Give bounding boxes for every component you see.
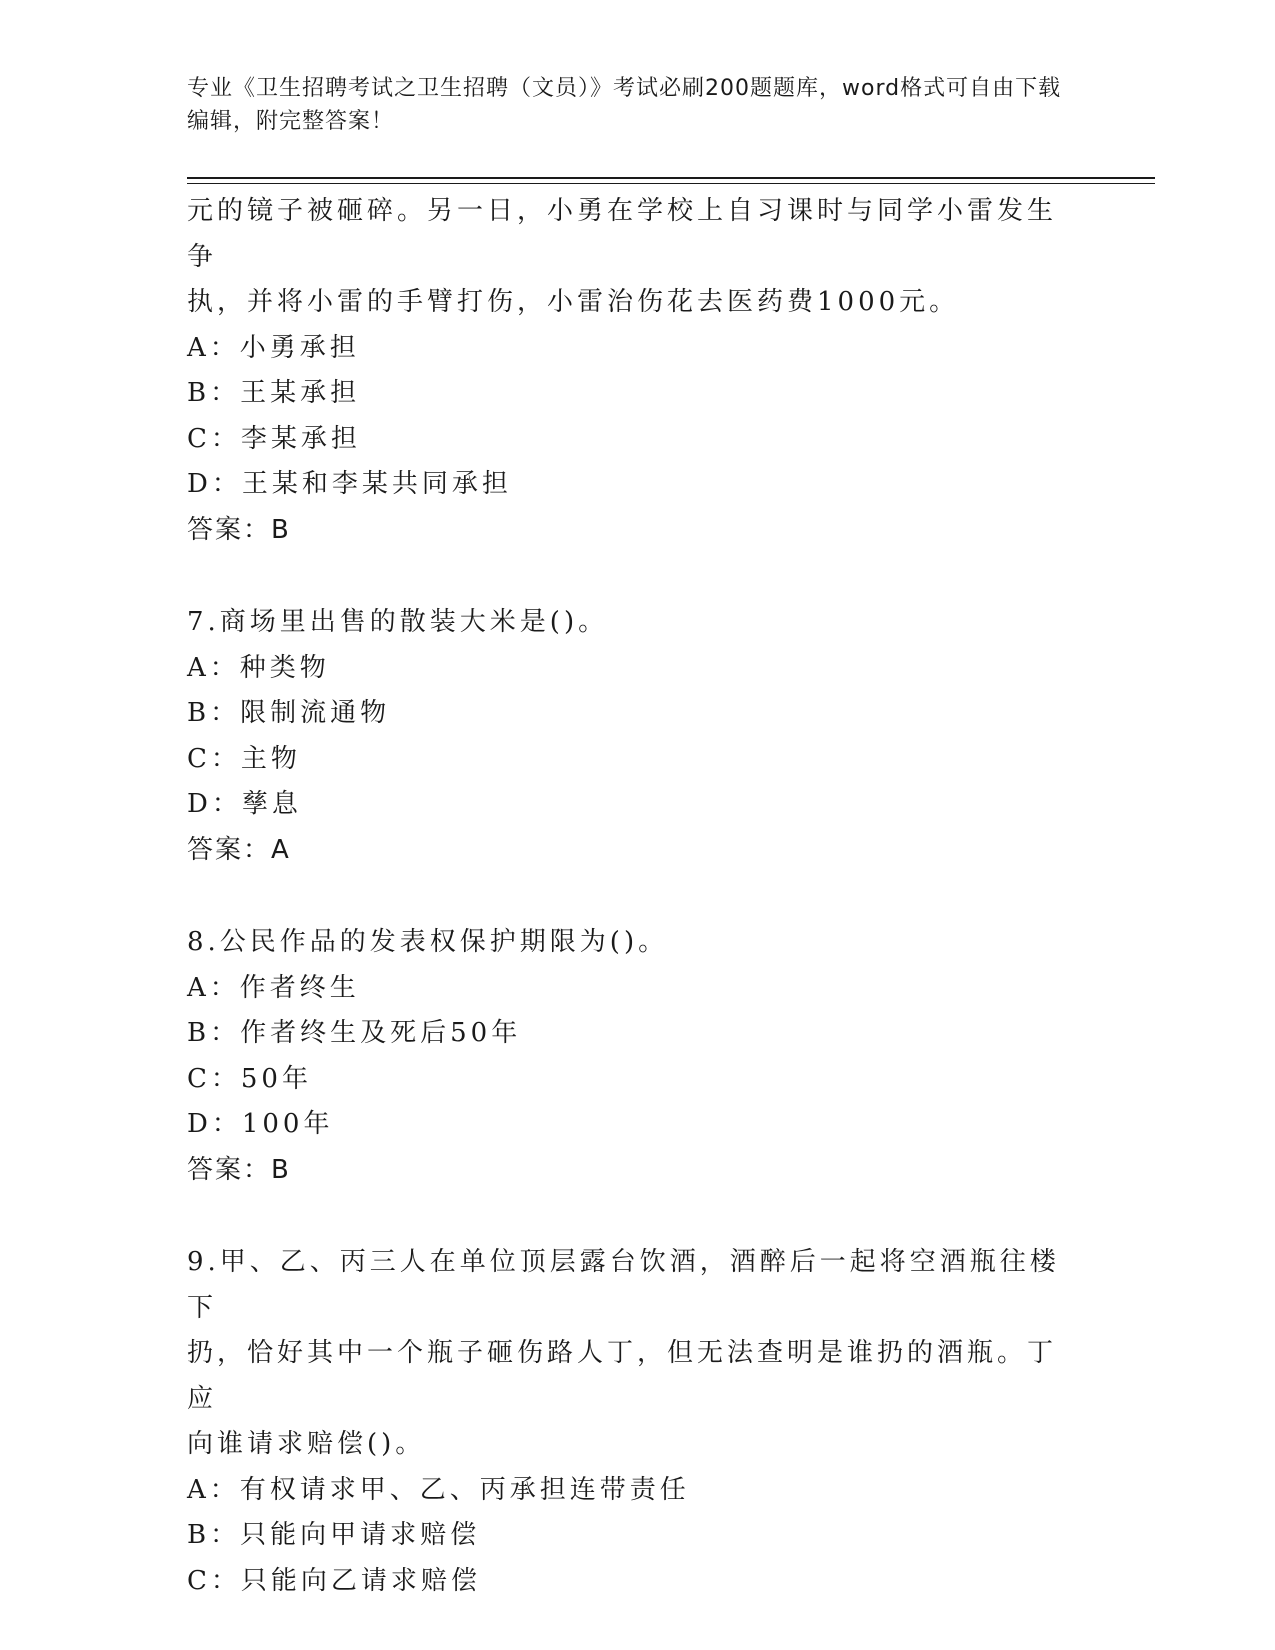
- answer-line: 答案：B: [187, 1154, 291, 1185]
- document-body: [187, 189, 1067, 1604]
- question-text-line: 元的镜子被砸碎。另一日，小勇在学校上自习课时与同学小雷发生争: [187, 196, 1058, 272]
- question-text-line: 向谁请求赔偿()。: [187, 1429, 426, 1459]
- option-d: D：100年: [187, 1109, 334, 1139]
- option-a: A：有权请求甲、乙、丙承担连带责任: [187, 1474, 690, 1505]
- document-header: [187, 72, 1067, 138]
- header-divider-thin: [187, 183, 1155, 184]
- option-d: D：王某和李某共同承担: [187, 469, 512, 499]
- header-divider: [187, 177, 1155, 179]
- question-text-line: 7.商场里出售的散装大米是()。: [187, 607, 609, 637]
- answer-line: 答案：A: [187, 834, 291, 865]
- option-a: A：种类物: [187, 652, 330, 683]
- option-c: C：主物: [187, 743, 301, 774]
- option-b: B：王某承担: [187, 378, 361, 408]
- question-9: [187, 1240, 1067, 1604]
- question-text-line: 执，并将小雷的手臂打伤，小雷治伤花去医药费1000元。: [187, 287, 960, 317]
- header-title: 专业《卫生招聘考试之卫生招聘（文员）》考试必刷200题题库，word格式可自由下载编辑，附完整答案！: [187, 76, 1062, 134]
- question-text-line: 扔，恰好其中一个瓶子砸伤路人丁，但无法查明是谁扔的酒瓶。丁应: [187, 1338, 1058, 1414]
- question-text-line: 8.公民作品的发表权保护期限为()。: [187, 927, 669, 957]
- option-c: C：只能向乙请求赔偿: [187, 1565, 481, 1596]
- option-c: C：50年: [187, 1063, 312, 1094]
- option-a: A：作者终生: [187, 972, 360, 1003]
- option-b: B：限制流通物: [187, 698, 391, 728]
- option-b: B：作者终生及死后50年: [187, 1018, 522, 1048]
- option-c: C：李某承担: [187, 423, 361, 454]
- option-a: A：小勇承担: [187, 332, 360, 363]
- option-d: D：孳息: [187, 789, 302, 819]
- question-continuation: [187, 189, 1067, 553]
- question-8: [187, 920, 1067, 1193]
- question-7: [187, 600, 1067, 873]
- question-text-line: 9.甲、乙、丙三人在单位顶层露台饮酒，酒醉后一起将空酒瓶往楼下: [187, 1247, 1060, 1323]
- option-b: B：只能向甲请求赔偿: [187, 1520, 481, 1550]
- answer-line: 答案：B: [187, 514, 291, 545]
